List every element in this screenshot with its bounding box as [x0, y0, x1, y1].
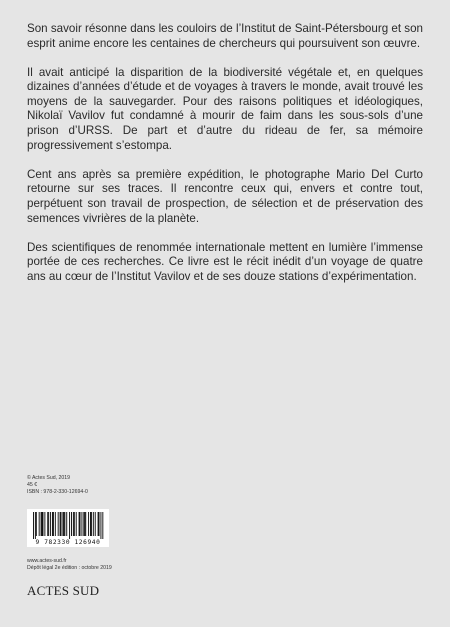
barcode-bar [66, 512, 67, 536]
barcode-bar [35, 512, 36, 539]
barcode-bar [39, 512, 40, 536]
paragraph-4: Des scientifiques de renommée internationale mettent en lumière l’immense portée de ces recherches. Ce livre est le récit inédit d’un voyage de quatre ans au cœur de l’Institut Vavilov et de ses douze stations d’expérimentation. [27, 240, 423, 283]
barcode-bar [84, 512, 85, 536]
barcode-bar [74, 512, 75, 536]
website-line: www.actes-sud.fr [27, 558, 67, 564]
isbn-barcode [27, 509, 109, 547]
barcode-bar [36, 512, 37, 536]
barcode-bar [69, 512, 70, 539]
barcode-bar [73, 512, 74, 536]
barcode-bar [60, 512, 61, 536]
barcode-bar [41, 512, 42, 536]
barcode-bar [81, 512, 82, 536]
barcode-bar [63, 512, 64, 536]
barcode-bar [52, 512, 53, 536]
barcode-digits: 9 782330 126940 [35, 539, 101, 546]
footer-info [27, 558, 112, 572]
barcode-bar [79, 512, 80, 536]
isbn-line: ISBN : 978-2-330-12694-0 [27, 489, 88, 495]
barcode-bar [61, 512, 62, 536]
barcode-bar [58, 512, 59, 536]
colophon [27, 475, 88, 496]
barcode-bar [55, 512, 56, 536]
barcode-bar [48, 512, 49, 536]
paragraph-1: Son savoir résonne dans les couloirs de l’Institut de Saint-Pétersbourg et son esprit anime encore les centaines de chercheurs qui poursuivent son œuvre. [27, 22, 423, 50]
barcode-bar [93, 512, 94, 536]
barcode-bar [42, 512, 43, 536]
barcode-bar [71, 512, 72, 536]
barcode-bars [27, 509, 109, 539]
barcode-bar [90, 512, 91, 536]
barcode-bar [88, 512, 89, 536]
barcode-bar [76, 512, 77, 536]
barcode-bar [100, 512, 101, 539]
barcode-bar [47, 512, 48, 536]
barcode-bar [44, 512, 45, 536]
back-cover-text [27, 22, 423, 299]
barcode-bar [99, 512, 100, 536]
barcode-bar [91, 512, 92, 536]
paragraph-2: Il avait anticipé la disparition de la biodiversité végétale et, en quelques dizaines d’années d’étude et de voyages à travers le monde, avait trouvé les moyens de la sauvegarder. Pour des raisons politiques et idéologiques, Nikolaï Vavilov fut condamné à mourir de faim dans les sous-sols d’une prison d’URSS. De part et d’autre du rideau de fer, sa mémoire progressivement s’estompa. [27, 65, 423, 152]
barcode-bar [85, 512, 86, 536]
barcode-bar [62, 512, 63, 536]
barcode-bar [43, 512, 44, 536]
barcode-bar [83, 512, 84, 536]
copyright-line: © Actes Sud, 2019 [27, 475, 71, 481]
barcode-bar [98, 512, 99, 536]
barcode-bar [33, 512, 34, 539]
barcode-bar [53, 512, 54, 536]
barcode-bar [102, 512, 103, 539]
legal-deposit-line: Dépôt légal 2e édition : octobre 2019 [27, 565, 112, 571]
barcode-bar [50, 512, 51, 536]
price-line: 45 € [27, 482, 38, 488]
barcode-bar [80, 512, 81, 536]
barcode-bar [64, 512, 65, 536]
publisher-logo: ACTES SUD [27, 583, 100, 598]
barcode-bar [95, 512, 96, 536]
paragraph-3: Cent ans après sa première expédition, le photographe Mario Del Curto retourne sur ses traces. Il rencontre ceux qui, envers et contre tout, perpétuent son travail de prospection, de sélection et de préservation des semences vivrières de la planète. [27, 167, 423, 225]
